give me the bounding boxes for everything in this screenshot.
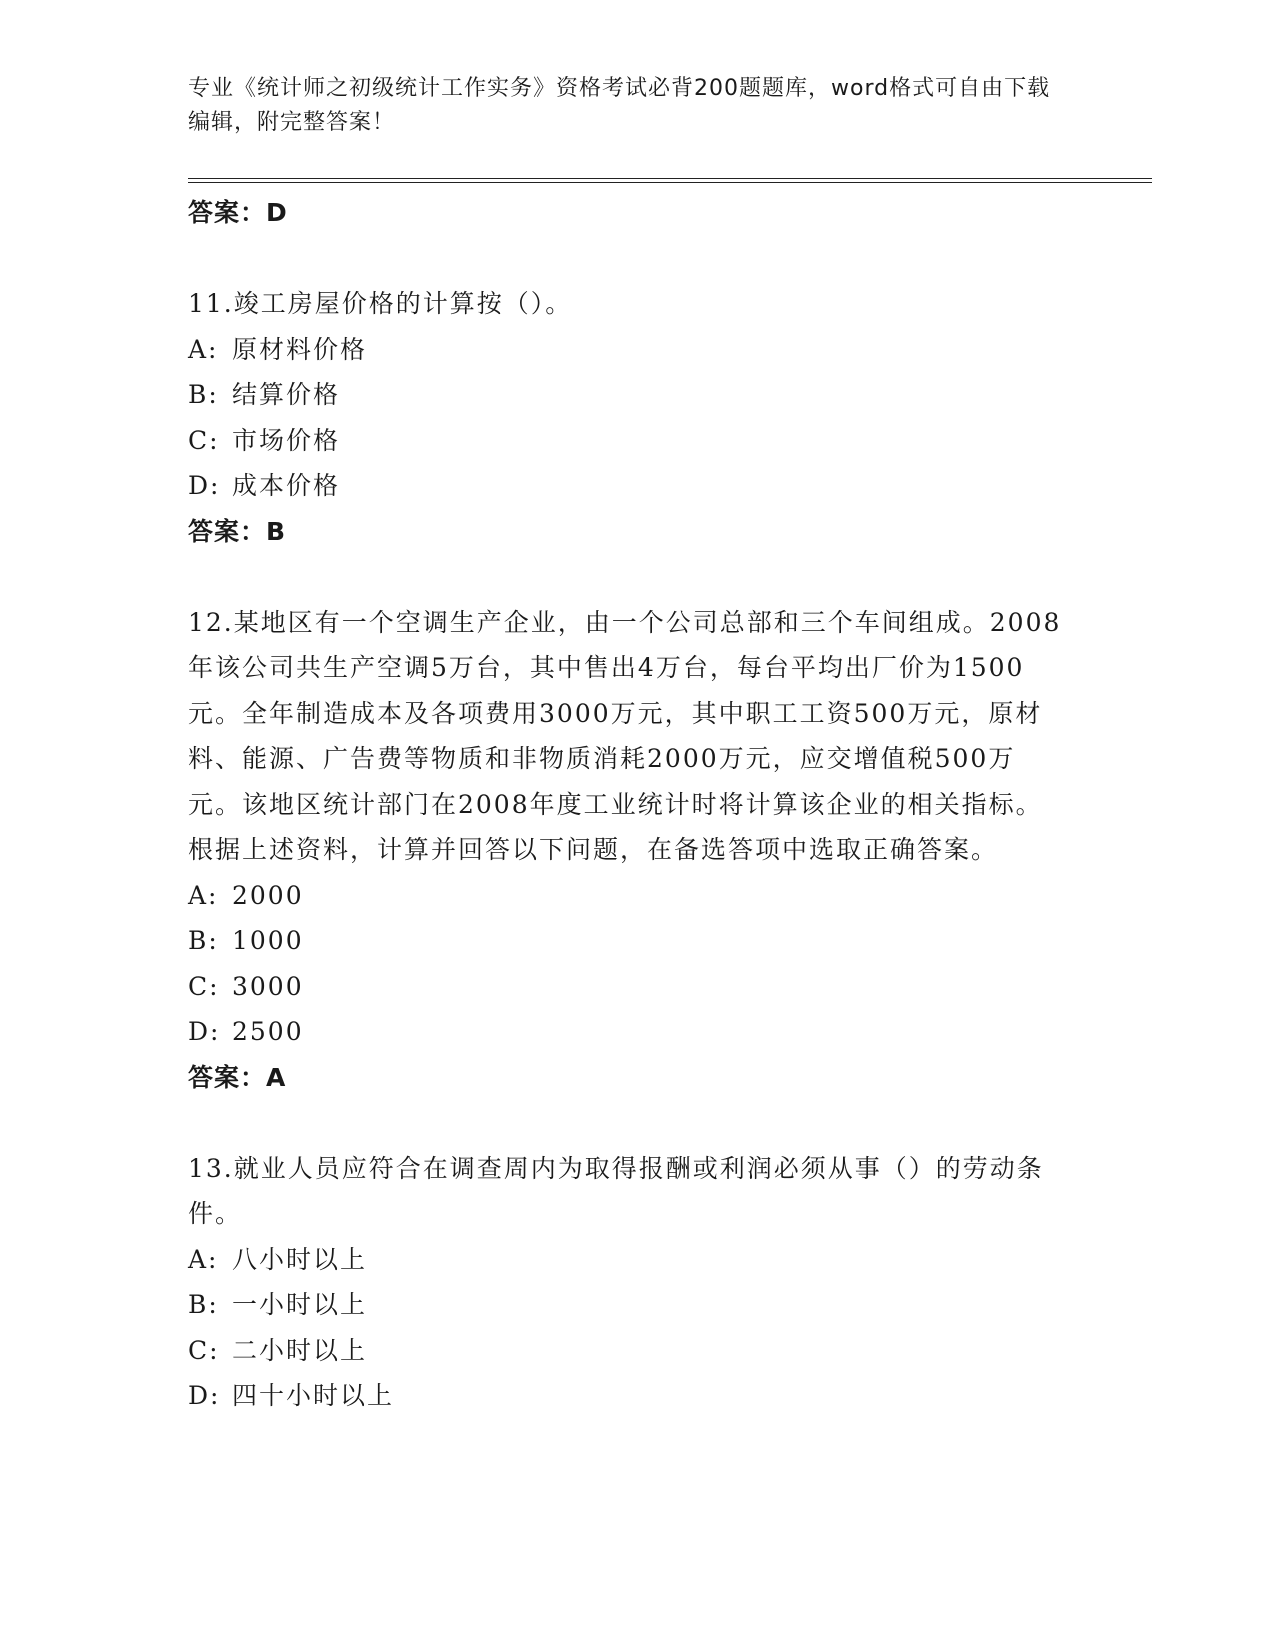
answer-line: 答案：A (188, 1062, 287, 1092)
option-b (188, 918, 1088, 964)
document-header: 专业《统计师之初级统计工作实务》资格考试必背200题题库，word格式可自由下载编辑，附完整答案！ (188, 76, 1051, 135)
option-key: D: (188, 1017, 221, 1046)
option-a (188, 1237, 1088, 1283)
option-d (188, 1009, 1088, 1055)
option-text: 2000 (232, 880, 304, 910)
question-stem: 13.就业人员应符合在调查周内为取得报酬或利润必须从事（）的劳动条件。 (188, 1153, 1044, 1228)
header-rule (188, 178, 1152, 179)
option-text: 2500 (232, 1017, 304, 1046)
option-c (188, 1328, 1088, 1374)
option-key: B: (188, 1290, 219, 1319)
question-stem: 11.竣工房屋价格的计算按（）。 (188, 289, 573, 318)
option-text: 一小时以上 (232, 1290, 368, 1319)
option-b (188, 372, 1088, 418)
option-key: C: (188, 971, 220, 1001)
option-text: 原材料价格 (232, 334, 368, 364)
option-key: B: (188, 380, 219, 409)
option-text: 3000 (232, 971, 304, 1001)
option-a (188, 873, 1088, 919)
option-a (188, 327, 1088, 373)
option-key: B: (188, 926, 219, 955)
option-text: 1000 (232, 926, 304, 955)
option-key: D: (188, 471, 221, 500)
option-key: A: (188, 334, 219, 364)
option-text: 四十小时以上 (232, 1381, 395, 1410)
option-text: 结算价格 (232, 380, 341, 409)
option-key: C: (188, 425, 220, 455)
option-key: A: (188, 1244, 219, 1274)
option-text: 成本价格 (232, 471, 341, 500)
option-d (188, 463, 1088, 509)
header-rule-secondary (188, 182, 1152, 183)
question-list (188, 190, 1088, 1419)
option-key: C: (188, 1335, 220, 1365)
option-c (188, 418, 1088, 464)
option-text: 八小时以上 (232, 1244, 368, 1274)
option-d (188, 1373, 1088, 1419)
answer-line: 答案：B (188, 516, 287, 546)
option-b (188, 1282, 1088, 1328)
option-key: D: (188, 1381, 221, 1410)
option-key: A: (188, 880, 219, 910)
option-c (188, 964, 1088, 1010)
option-text: 二小时以上 (232, 1335, 368, 1365)
answer-line: 答案：D (188, 198, 288, 227)
option-text: 市场价格 (232, 425, 341, 455)
question-stem: 12.某地区有一个空调生产企业，由一个公司总部和三个车间组成。2008年该公司共生产空调5万台，其中售出4万台，每台平均出厂价为1500元。全年制造成本及各项费用3000万元，其中职工工资500万元，原材料、能源、广告费等物质和非物质消耗2000万元，应交增值税500万元。该地区统计部门在2008年度工业统计时将计算该企业的相关指标。根据上述资料，计算并回答以下问题，在备选答项中选取正确答案。 (188, 607, 1062, 864)
